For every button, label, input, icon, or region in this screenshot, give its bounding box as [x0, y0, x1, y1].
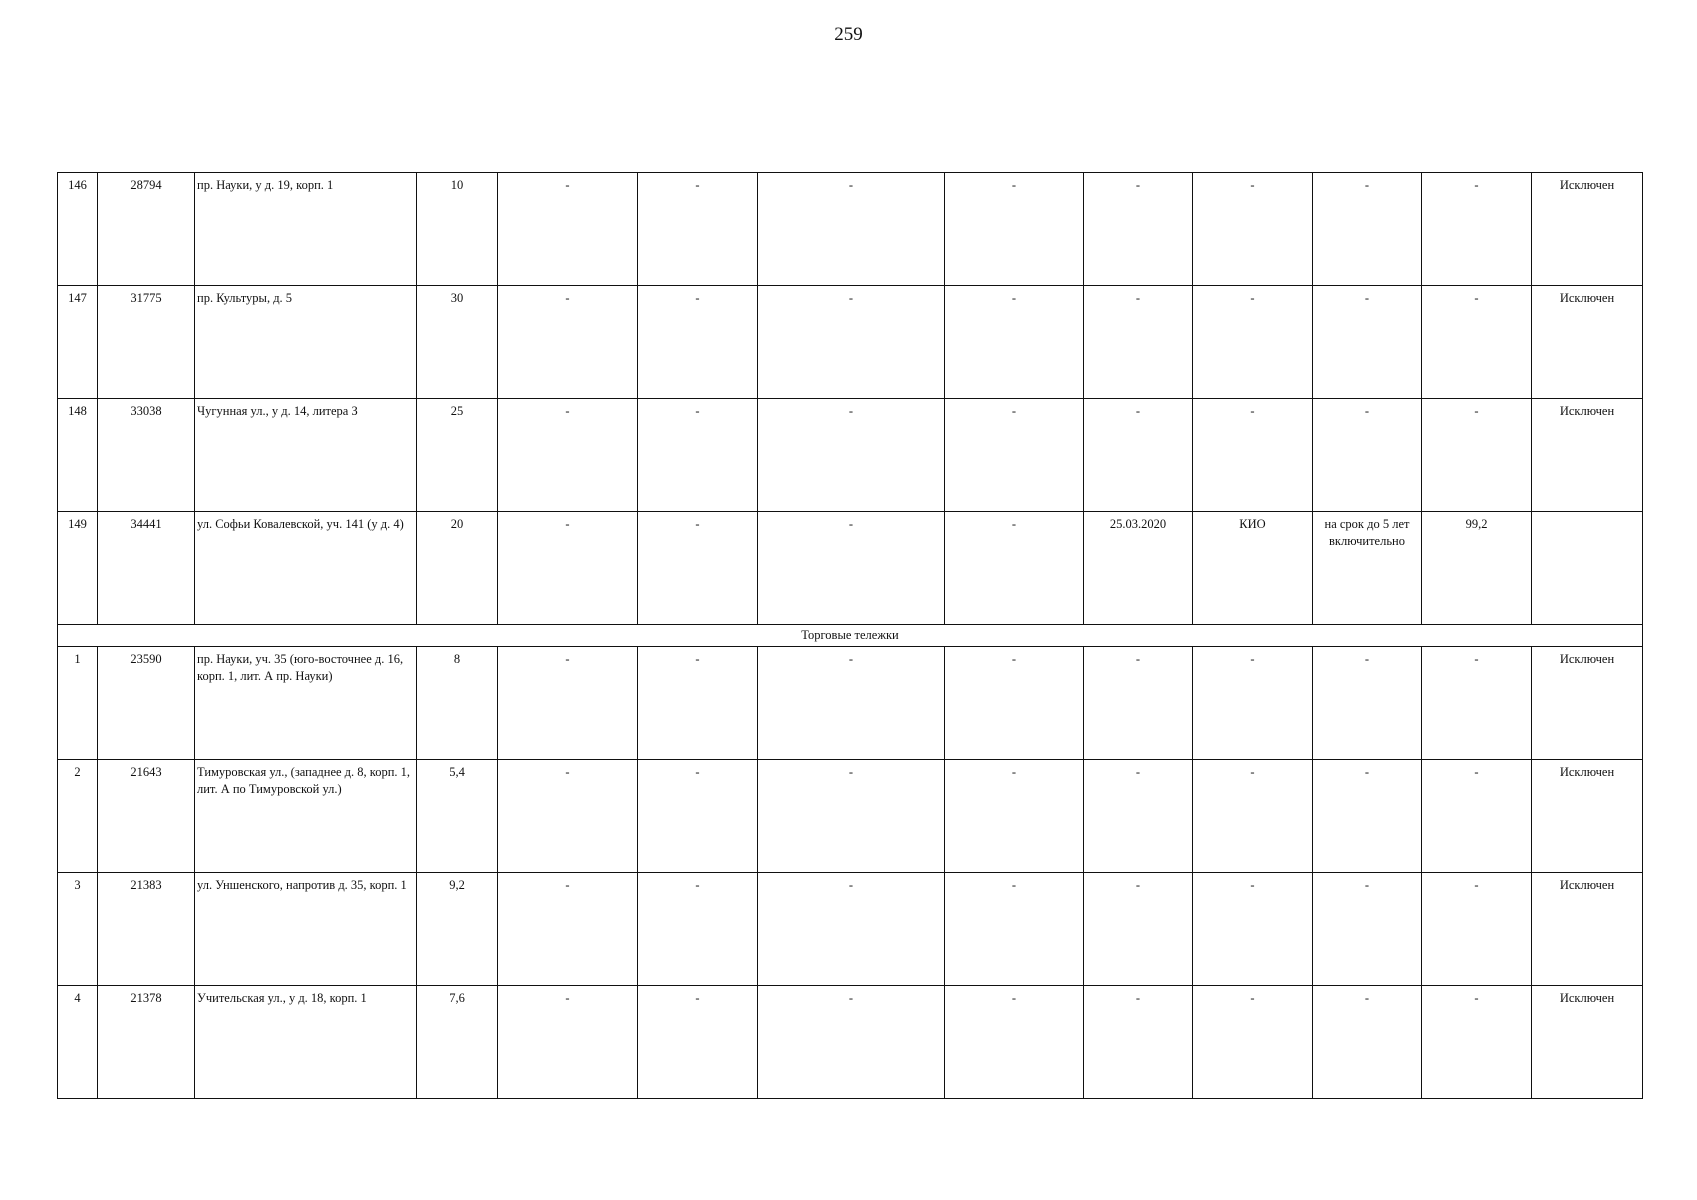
- object-address: пр. Науки, у д. 19, корп. 1: [195, 173, 417, 286]
- object-code: 21643: [98, 760, 195, 873]
- row-number: 147: [58, 286, 98, 399]
- cell-date: -: [1084, 873, 1193, 986]
- object-address: Учительская ул., у д. 18, корп. 1: [195, 986, 417, 1099]
- cell-term: на срок до 5 лет включительно: [1313, 512, 1422, 625]
- table-row: [58, 873, 1643, 986]
- cell-value: -: [1422, 399, 1532, 512]
- cell-col7: -: [758, 286, 945, 399]
- table-row: [58, 647, 1643, 760]
- table-row: [58, 399, 1643, 512]
- cell-value: -: [1422, 647, 1532, 760]
- object-area: 9,2: [417, 873, 498, 986]
- object-area: 5,4: [417, 760, 498, 873]
- cell-col5: -: [498, 760, 638, 873]
- object-code: 33038: [98, 399, 195, 512]
- row-number: 146: [58, 173, 98, 286]
- cell-date: -: [1084, 286, 1193, 399]
- cell-organization: -: [1193, 286, 1313, 399]
- object-code: 31775: [98, 286, 195, 399]
- cell-term: -: [1313, 286, 1422, 399]
- object-area: 8: [417, 647, 498, 760]
- cell-col7: -: [758, 512, 945, 625]
- cell-term: -: [1313, 173, 1422, 286]
- object-code: 34441: [98, 512, 195, 625]
- cell-organization: -: [1193, 399, 1313, 512]
- cell-organization: -: [1193, 647, 1313, 760]
- object-area: 20: [417, 512, 498, 625]
- section-title: Торговые тележки: [58, 625, 1643, 647]
- cell-organization: КИО: [1193, 512, 1313, 625]
- object-area: 25: [417, 399, 498, 512]
- row-number: 2: [58, 760, 98, 873]
- cell-value: -: [1422, 286, 1532, 399]
- cell-date: -: [1084, 647, 1193, 760]
- cell-organization: -: [1193, 873, 1313, 986]
- cell-col5: -: [498, 647, 638, 760]
- row-number: 3: [58, 873, 98, 986]
- cell-status: Исключен: [1532, 173, 1643, 286]
- page-number: 259: [834, 24, 863, 45]
- object-code: 21378: [98, 986, 195, 1099]
- cell-col8: -: [945, 399, 1084, 512]
- cell-col7: -: [758, 399, 945, 512]
- cell-date: -: [1084, 986, 1193, 1099]
- cell-status: Исключен: [1532, 647, 1643, 760]
- table-row: [58, 173, 1643, 286]
- cell-col7: -: [758, 173, 945, 286]
- row-number: 1: [58, 647, 98, 760]
- cell-status: Исключен: [1532, 760, 1643, 873]
- object-address: пр. Науки, уч. 35 (юго-восточнее д. 16, корп. 1, лит. А пр. Науки): [195, 647, 417, 760]
- cell-date: -: [1084, 760, 1193, 873]
- object-area: 30: [417, 286, 498, 399]
- cell-date: -: [1084, 173, 1193, 286]
- cell-col8: -: [945, 647, 1084, 760]
- cell-status: Исключен: [1532, 986, 1643, 1099]
- cell-col6: -: [638, 760, 758, 873]
- cell-col5: -: [498, 173, 638, 286]
- section-header-row: [58, 625, 1643, 647]
- cell-col8: -: [945, 873, 1084, 986]
- cell-organization: -: [1193, 760, 1313, 873]
- object-address: ул. Уншенского, напротив д. 35, корп. 1: [195, 873, 417, 986]
- cell-date: 25.03.2020: [1084, 512, 1193, 625]
- cell-col8: -: [945, 986, 1084, 1099]
- cell-term: -: [1313, 647, 1422, 760]
- cell-organization: -: [1193, 173, 1313, 286]
- row-number: 149: [58, 512, 98, 625]
- cell-status: Исключен: [1532, 399, 1643, 512]
- table-row: [58, 286, 1643, 399]
- table-row: [58, 760, 1643, 873]
- cell-value: 99,2: [1422, 512, 1532, 625]
- object-area: 7,6: [417, 986, 498, 1099]
- cell-col5: -: [498, 873, 638, 986]
- object-address: Тимуровская ул., (западнее д. 8, корп. 1, лит. А по Тимуровской ул.): [195, 760, 417, 873]
- cell-col8: -: [945, 286, 1084, 399]
- cell-col7: -: [758, 873, 945, 986]
- cell-col7: -: [758, 760, 945, 873]
- cell-value: -: [1422, 986, 1532, 1099]
- cell-value: -: [1422, 873, 1532, 986]
- cell-status: [1532, 512, 1643, 625]
- cell-status: Исключен: [1532, 286, 1643, 399]
- cell-term: -: [1313, 760, 1422, 873]
- cell-col7: -: [758, 986, 945, 1099]
- cell-value: -: [1422, 173, 1532, 286]
- cell-col6: -: [638, 399, 758, 512]
- cell-col6: -: [638, 173, 758, 286]
- object-address: ул. Софьи Ковалевской, уч. 141 (у д. 4): [195, 512, 417, 625]
- cell-col8: -: [945, 760, 1084, 873]
- cell-col6: -: [638, 873, 758, 986]
- cell-col5: -: [498, 986, 638, 1099]
- cell-status: Исключен: [1532, 873, 1643, 986]
- cell-col7: -: [758, 647, 945, 760]
- table-row: [58, 986, 1643, 1099]
- cell-col6: -: [638, 647, 758, 760]
- cell-col8: -: [945, 512, 1084, 625]
- cell-col5: -: [498, 399, 638, 512]
- cell-term: -: [1313, 399, 1422, 512]
- registry-table: [57, 172, 1643, 1099]
- object-address: пр. Культуры, д. 5: [195, 286, 417, 399]
- cell-date: -: [1084, 399, 1193, 512]
- cell-col6: -: [638, 512, 758, 625]
- row-number: 148: [58, 399, 98, 512]
- object-code: 28794: [98, 173, 195, 286]
- object-code: 21383: [98, 873, 195, 986]
- cell-col6: -: [638, 286, 758, 399]
- cell-col5: -: [498, 512, 638, 625]
- cell-term: -: [1313, 873, 1422, 986]
- row-number: 4: [58, 986, 98, 1099]
- cell-organization: -: [1193, 986, 1313, 1099]
- cell-value: -: [1422, 760, 1532, 873]
- cell-col8: -: [945, 173, 1084, 286]
- cell-col6: -: [638, 986, 758, 1099]
- object-code: 23590: [98, 647, 195, 760]
- object-address: Чугунная ул., у д. 14, литера З: [195, 399, 417, 512]
- cell-col5: -: [498, 286, 638, 399]
- table-row: [58, 512, 1643, 625]
- cell-term: -: [1313, 986, 1422, 1099]
- object-area: 10: [417, 173, 498, 286]
